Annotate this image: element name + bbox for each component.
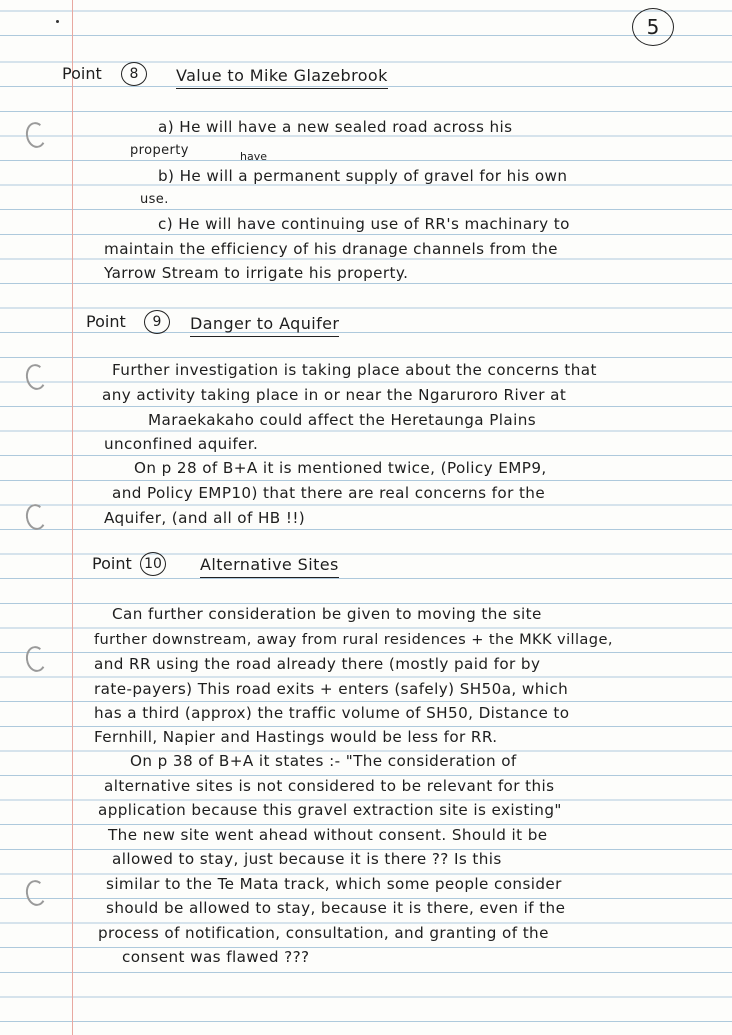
margin-line <box>72 0 73 1035</box>
text-line: any activity taking place in or near the Ngaruroro River at <box>102 386 567 404</box>
text-line: unconfined aquifer. <box>104 435 259 453</box>
text-line: Maraekakaho could affect the Heretaunga Plains <box>148 411 537 429</box>
point-label: Point <box>86 312 126 331</box>
text-line: property <box>130 143 189 158</box>
punch-hole-icon <box>24 644 48 673</box>
point-label: Point <box>62 64 102 83</box>
text-line: Further investigation is taking place about the concerns that <box>112 361 597 379</box>
text-line: use. <box>140 192 169 207</box>
text-line: On p 28 of B+A it is mentioned twice, (Policy EMP9, <box>134 459 547 477</box>
text-line: c) He will have continuing use of RR's machinary to <box>158 215 570 233</box>
text-line: The new site went ahead without consent. Should it be <box>108 826 548 844</box>
inserted-word: have <box>240 150 267 163</box>
text-line: alternative sites is not considered to be relevant for this <box>104 777 555 795</box>
point-number: 8 <box>121 62 147 86</box>
punch-hole-icon <box>24 878 48 907</box>
text-line: maintain the efficiency of his dranage channels from the <box>104 240 558 258</box>
text-line: Aquifer, (and all of HB !!) <box>104 509 306 527</box>
text-line: further downstream, away from rural residences + the MKK village, <box>94 631 613 648</box>
section-title: Alternative Sites <box>200 555 339 578</box>
text-line: rate-payers) This road exits + enters (safely) SH50a, which <box>94 680 569 698</box>
text-line: should be allowed to stay, because it is there, even if the <box>106 899 566 917</box>
text-line: allowed to stay, just because it is there ?? Is this <box>112 850 502 868</box>
text-line: Yarrow Stream to irrigate his property. <box>104 264 409 282</box>
section-title: Value to Mike Glazebrook <box>176 66 388 89</box>
punch-hole-icon <box>24 120 48 149</box>
text-line: Fernhill, Napier and Hastings would be less for RR. <box>94 728 498 746</box>
point-number: 10 <box>140 552 166 576</box>
point-number: 9 <box>144 310 170 334</box>
ink-dot <box>56 20 59 23</box>
text-line: b) He will a permanent supply of gravel for his own <box>158 167 568 185</box>
text-line: and Policy EMP10) that there are real concerns for the <box>112 484 546 502</box>
text-line: has a third (approx) the traffic volume of SH50, Distance to <box>94 704 570 722</box>
text-line: a) He will have a new sealed road across his <box>158 118 513 136</box>
punch-hole-icon <box>24 502 48 531</box>
point-label: Point <box>92 554 132 573</box>
text-line: Can further consideration be given to moving the site <box>112 605 542 623</box>
page-number: 5 <box>632 8 674 46</box>
text-line: application because this gravel extraction site is existing" <box>98 801 562 819</box>
text-line: process of notification, consultation, and granting of the <box>98 924 549 942</box>
punch-hole-icon <box>24 362 48 391</box>
text-line: On p 38 of B+A it states :- "The consideration of <box>130 752 517 770</box>
section-title: Danger to Aquifer <box>190 314 339 337</box>
text-line: consent was flawed ??? <box>122 948 310 966</box>
text-line: and RR using the road already there (mostly paid for by <box>94 655 541 673</box>
text-line: similar to the Te Mata track, which some people consider <box>106 875 562 893</box>
